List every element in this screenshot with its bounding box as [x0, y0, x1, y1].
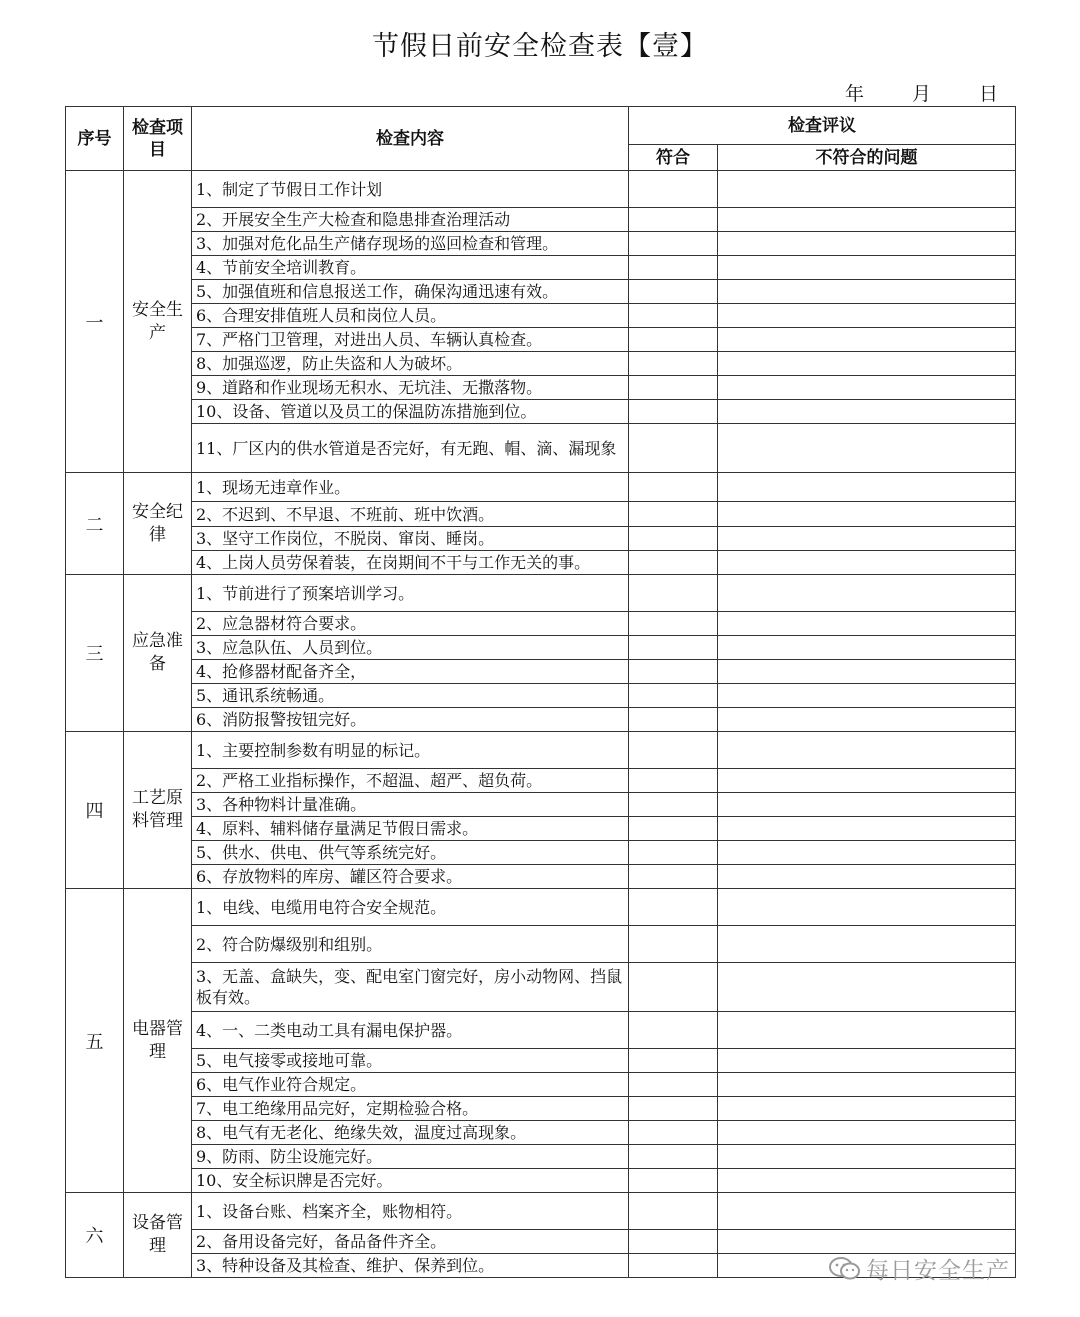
watermark	[828, 1252, 1010, 1285]
check-item: 4、一、二类电动工具有漏电保护器。	[192, 1012, 629, 1049]
pass-cell[interactable]	[629, 1012, 718, 1049]
check-item: 3、特种设备及其检查、维护、保养到位。	[192, 1254, 629, 1278]
check-item: 10、设备、管道以及员工的保温防冻措施到位。	[192, 400, 629, 424]
pass-cell[interactable]	[629, 280, 718, 304]
issue-cell[interactable]	[718, 376, 1016, 400]
check-item: 6、消防报警按钮完好。	[192, 708, 629, 732]
table-row	[66, 1097, 1016, 1121]
section-category: 安全生产	[124, 171, 192, 473]
pass-cell[interactable]	[629, 1121, 718, 1145]
check-item: 8、电气有无老化、绝缘失效，温度过高现象。	[192, 1121, 629, 1145]
pass-cell[interactable]	[629, 1097, 718, 1121]
table-row	[66, 708, 1016, 732]
issue-cell[interactable]	[718, 1230, 1016, 1254]
table-row	[66, 817, 1016, 841]
section-number: 六	[66, 1193, 124, 1278]
table-row	[66, 1012, 1016, 1049]
table-row	[66, 171, 1016, 208]
table-row	[66, 732, 1016, 769]
pass-cell[interactable]	[629, 1145, 718, 1169]
pass-cell[interactable]	[629, 304, 718, 328]
issue-cell[interactable]	[718, 551, 1016, 575]
check-item: 5、电气接零或接地可靠。	[192, 1049, 629, 1073]
table-row	[66, 841, 1016, 865]
issue-cell[interactable]	[718, 208, 1016, 232]
table-row	[66, 1230, 1016, 1254]
check-item: 6、电气作业符合规定。	[192, 1073, 629, 1097]
table-row	[66, 1169, 1016, 1193]
table-row	[66, 304, 1016, 328]
issue-cell[interactable]	[718, 660, 1016, 684]
pass-cell[interactable]	[629, 793, 718, 817]
pass-cell[interactable]	[629, 502, 718, 527]
check-item: 6、存放物料的库房、罐区符合要求。	[192, 865, 629, 889]
pass-cell[interactable]	[629, 769, 718, 793]
pass-cell[interactable]	[629, 889, 718, 926]
pass-cell[interactable]	[629, 841, 718, 865]
section-category: 应急准备	[124, 575, 192, 732]
check-item: 2、严格工业指标操作，不超温、超严、超负荷。	[192, 769, 629, 793]
pass-cell[interactable]	[629, 527, 718, 551]
pass-cell[interactable]	[629, 400, 718, 424]
pass-cell[interactable]	[629, 660, 718, 684]
pass-cell[interactable]	[629, 1193, 718, 1230]
section-category: 安全纪律	[124, 473, 192, 575]
table-row	[66, 280, 1016, 304]
check-item: 1、现场无违章作业。	[192, 473, 629, 502]
section-category: 设备管理	[124, 1193, 192, 1278]
pass-cell[interactable]	[629, 963, 718, 1012]
table-row	[66, 575, 1016, 612]
check-item: 5、通讯系统畅通。	[192, 684, 629, 708]
check-item: 10、安全标识牌是否完好。	[192, 1169, 629, 1193]
issue-cell[interactable]	[718, 400, 1016, 424]
issue-cell[interactable]	[718, 1073, 1016, 1097]
pass-cell[interactable]	[629, 612, 718, 636]
issue-cell[interactable]	[718, 473, 1016, 502]
date-day: 日	[978, 83, 998, 105]
check-item: 1、电线、电缆用电符合安全规范。	[192, 889, 629, 926]
table-row	[66, 208, 1016, 232]
pass-cell[interactable]	[629, 1169, 718, 1193]
pass-cell[interactable]	[629, 1230, 718, 1254]
check-item: 1、设备台账、档案齐全，账物相符。	[192, 1193, 629, 1230]
check-item: 4、节前安全培训教育。	[192, 256, 629, 280]
check-item: 8、加强巡逻，防止失盗和人为破坏。	[192, 352, 629, 376]
check-item: 5、供水、供电、供气等系统完好。	[192, 841, 629, 865]
table-row	[66, 328, 1016, 352]
pass-cell[interactable]	[629, 256, 718, 280]
section-number: 五	[66, 889, 124, 1193]
check-item: 4、原料、辅料储存量满足节假日需求。	[192, 817, 629, 841]
pass-cell[interactable]	[629, 708, 718, 732]
check-item: 3、加强对危化品生产储存现场的巡回检查和管理。	[192, 232, 629, 256]
table-row	[66, 527, 1016, 551]
issue-cell[interactable]	[718, 1121, 1016, 1145]
pass-cell[interactable]	[629, 171, 718, 208]
issue-cell[interactable]	[718, 769, 1016, 793]
section-number: 三	[66, 575, 124, 732]
pass-cell[interactable]	[629, 208, 718, 232]
pass-cell[interactable]	[629, 232, 718, 256]
check-item: 6、合理安排值班人员和岗位人员。	[192, 304, 629, 328]
issue-cell[interactable]	[718, 865, 1016, 889]
header-category: 检查项目	[124, 107, 192, 171]
table-row	[66, 502, 1016, 527]
date-month: 月	[911, 83, 931, 105]
pass-cell[interactable]	[629, 636, 718, 660]
issue-cell[interactable]	[718, 575, 1016, 612]
page-title: 节假日前安全检查表【壹】	[372, 31, 708, 62]
date-line	[845, 79, 998, 106]
issue-cell[interactable]	[718, 612, 1016, 636]
section-category: 工艺原料管理	[124, 732, 192, 889]
check-item: 4、上岗人员劳保着装，在岗期间不干与工作无关的事。	[192, 551, 629, 575]
check-item: 9、防雨、防尘设施完好。	[192, 1145, 629, 1169]
check-item: 7、严格门卫管理，对进出人员、车辆认真检查。	[192, 328, 629, 352]
check-item: 2、开展安全生产大检查和隐患排查治理活动	[192, 208, 629, 232]
pass-cell[interactable]	[629, 1049, 718, 1073]
issue-cell[interactable]	[718, 793, 1016, 817]
issue-cell[interactable]	[718, 963, 1016, 1012]
section-number: 四	[66, 732, 124, 889]
issue-cell[interactable]	[718, 527, 1016, 551]
check-item: 11、厂区内的供水管道是否完好，有无跑、帽、滴、漏现象	[192, 424, 629, 473]
pass-cell[interactable]	[629, 817, 718, 841]
table-row	[66, 684, 1016, 708]
issue-cell[interactable]	[718, 684, 1016, 708]
issue-cell[interactable]	[718, 926, 1016, 963]
table-row	[66, 963, 1016, 1012]
table-row	[66, 1121, 1016, 1145]
pass-cell[interactable]	[629, 732, 718, 769]
table-row	[66, 352, 1016, 376]
issue-cell[interactable]	[718, 1097, 1016, 1121]
table-row	[66, 660, 1016, 684]
pass-cell[interactable]	[629, 376, 718, 400]
issue-cell[interactable]	[718, 502, 1016, 527]
check-item: 3、应急队伍、人员到位。	[192, 636, 629, 660]
pass-cell[interactable]	[629, 865, 718, 889]
issue-cell[interactable]	[718, 732, 1016, 769]
header-pass: 符合	[629, 145, 718, 171]
pass-cell[interactable]	[629, 424, 718, 473]
issue-cell[interactable]	[718, 256, 1016, 280]
inspection-table	[65, 106, 1016, 1278]
issue-cell[interactable]	[718, 1169, 1016, 1193]
check-item: 7、电工绝缘用品完好，定期检验合格。	[192, 1097, 629, 1121]
pass-cell[interactable]	[629, 328, 718, 352]
issue-cell[interactable]	[718, 171, 1016, 208]
issue-cell[interactable]	[718, 1012, 1016, 1049]
section-number: 二	[66, 473, 124, 575]
pass-cell[interactable]	[629, 926, 718, 963]
table-row	[66, 926, 1016, 963]
pass-cell[interactable]	[629, 551, 718, 575]
issue-cell[interactable]	[718, 328, 1016, 352]
check-item: 4、抢修器材配备齐全，	[192, 660, 629, 684]
issue-cell[interactable]	[718, 304, 1016, 328]
pass-cell[interactable]	[629, 473, 718, 502]
table-row	[66, 232, 1016, 256]
issue-cell[interactable]	[718, 708, 1016, 732]
issue-cell[interactable]	[718, 352, 1016, 376]
check-item: 1、制定了节假日工作计划	[192, 171, 629, 208]
table-row	[66, 793, 1016, 817]
check-item: 2、符合防爆级别和组别。	[192, 926, 629, 963]
table-row	[66, 636, 1016, 660]
table-row	[66, 551, 1016, 575]
wechat-icon	[828, 1256, 862, 1282]
table-row	[66, 256, 1016, 280]
table-row	[66, 865, 1016, 889]
issue-cell[interactable]	[718, 889, 1016, 926]
table-row	[66, 769, 1016, 793]
table-row	[66, 1193, 1016, 1230]
check-item: 2、应急器材符合要求。	[192, 612, 629, 636]
check-item: 1、主要控制参数有明显的标记。	[192, 732, 629, 769]
header-evaluation: 检查评议	[629, 107, 1016, 145]
table-row	[66, 1145, 1016, 1169]
table-body	[66, 171, 1016, 1278]
table-row	[66, 400, 1016, 424]
check-item: 3、无盖、盒缺失，变、配电室门窗完好，房小动物网、挡鼠板有效。	[192, 963, 629, 1012]
check-item: 2、不迟到、不早退、不班前、班中饮酒。	[192, 502, 629, 527]
issue-cell[interactable]	[718, 1145, 1016, 1169]
table-row	[66, 376, 1016, 400]
check-item: 1、节前进行了预案培训学习。	[192, 575, 629, 612]
pass-cell[interactable]	[629, 1254, 718, 1278]
issue-cell[interactable]	[718, 280, 1016, 304]
issue-cell[interactable]	[718, 232, 1016, 256]
pass-cell[interactable]	[629, 575, 718, 612]
table-row	[66, 612, 1016, 636]
issue-cell[interactable]	[718, 1193, 1016, 1230]
issue-cell[interactable]	[718, 817, 1016, 841]
header-issues: 不符合的问题	[718, 145, 1016, 171]
watermark-text: 每日安全生产	[866, 1258, 1010, 1284]
pass-cell[interactable]	[629, 352, 718, 376]
pass-cell[interactable]	[629, 684, 718, 708]
date-year: 年	[844, 83, 864, 105]
check-item: 3、各种物料计量准确。	[192, 793, 629, 817]
section-category: 电器管理	[124, 889, 192, 1193]
check-item: 5、加强值班和信息报送工作，确保沟通迅速有效。	[192, 280, 629, 304]
issue-cell[interactable]	[718, 636, 1016, 660]
check-item: 9、道路和作业现场无积水、无坑洼、无撒落物。	[192, 376, 629, 400]
check-item: 3、坚守工作岗位，不脱岗、窜岗、睡岗。	[192, 527, 629, 551]
table-row	[66, 473, 1016, 502]
table-row	[66, 424, 1016, 473]
pass-cell[interactable]	[629, 1073, 718, 1097]
header-content: 检查内容	[192, 107, 629, 171]
header-seq: 序号	[66, 107, 124, 171]
issue-cell[interactable]	[718, 1049, 1016, 1073]
section-number: 一	[66, 171, 124, 473]
issue-cell[interactable]	[718, 424, 1016, 473]
issue-cell[interactable]	[718, 841, 1016, 865]
check-item: 2、备用设备完好，备品备件齐全。	[192, 1230, 629, 1254]
table-row	[66, 889, 1016, 926]
table-row	[66, 1049, 1016, 1073]
table-row	[66, 1073, 1016, 1097]
